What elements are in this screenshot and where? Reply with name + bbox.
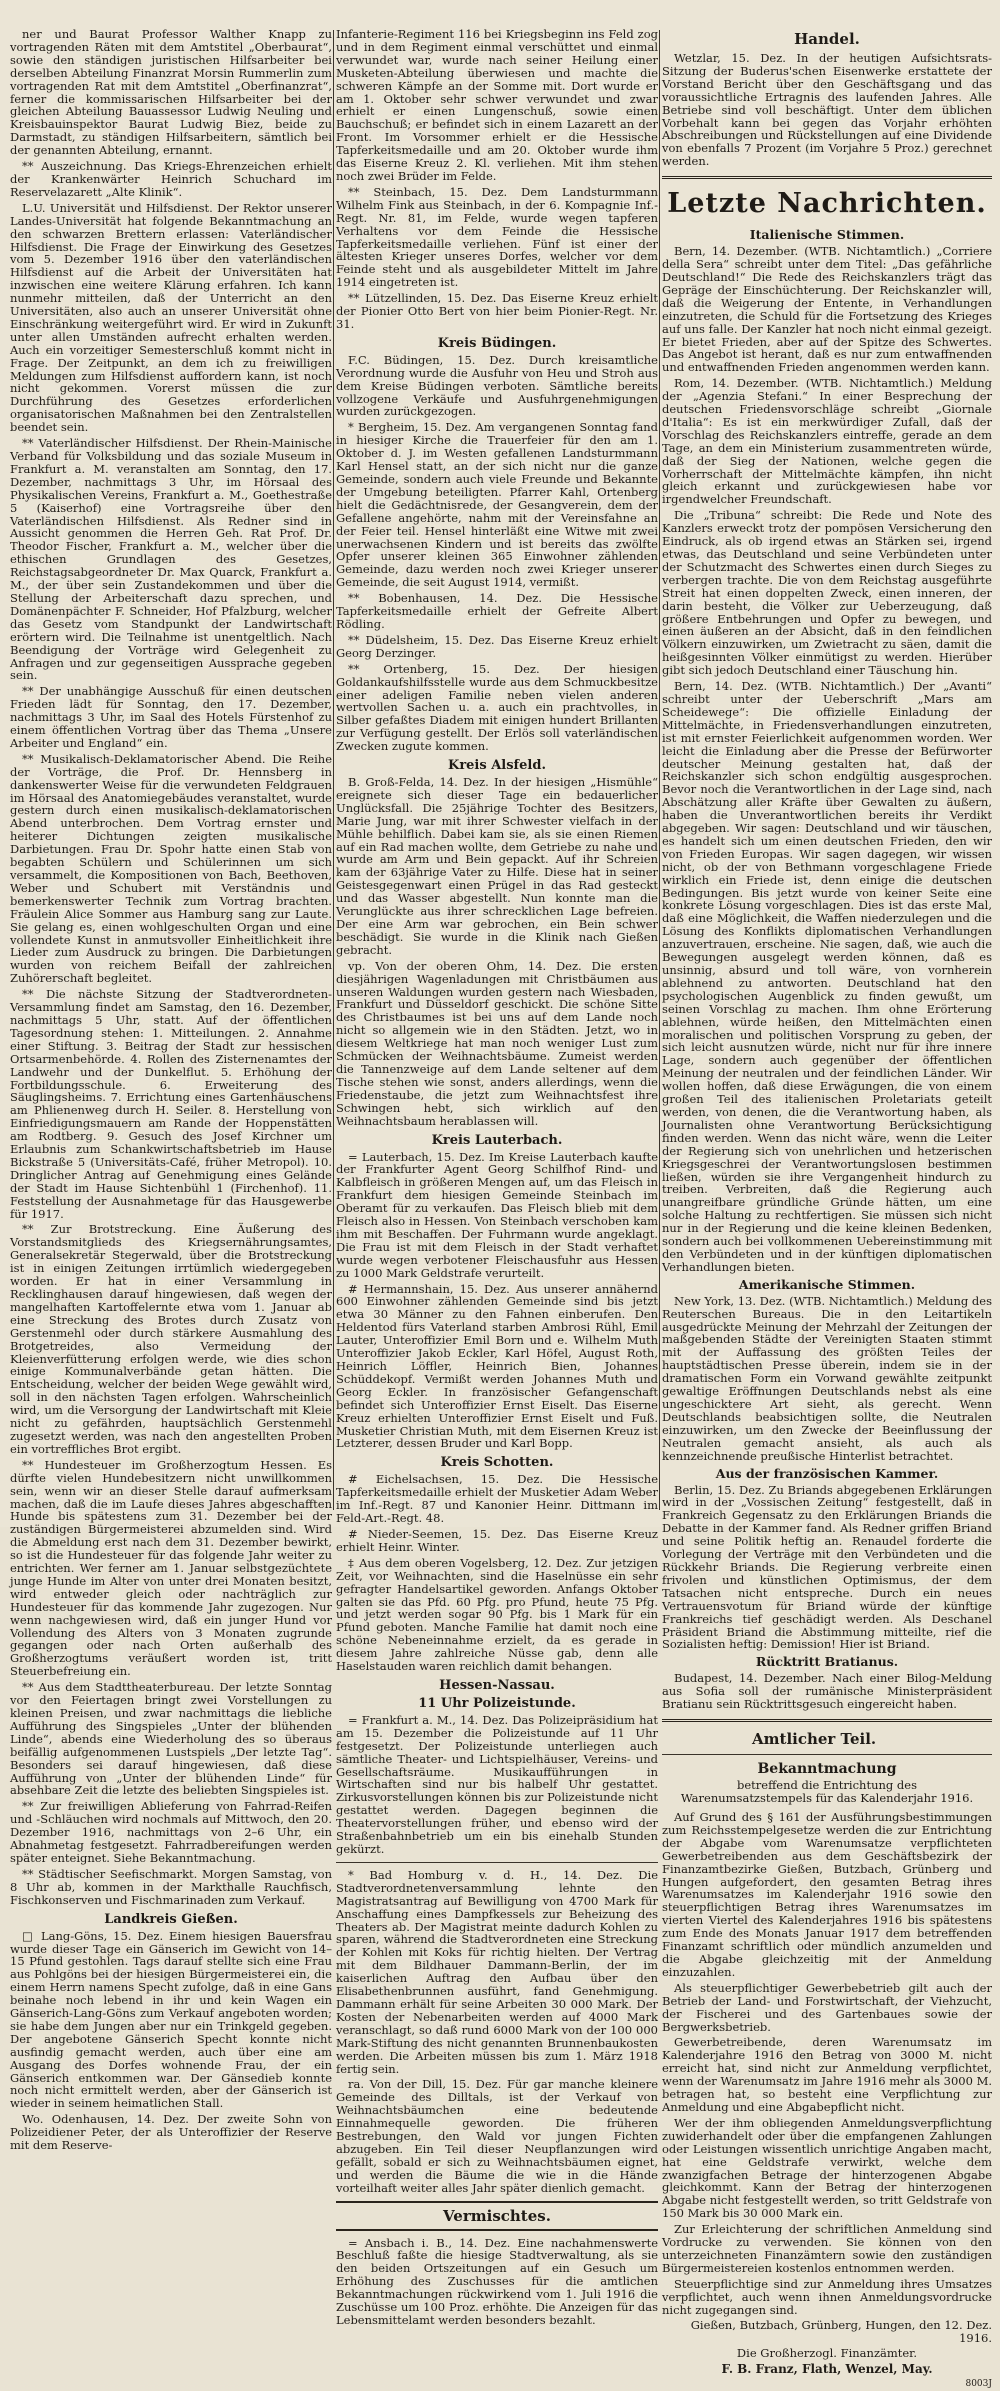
article-budapest: Budapest, 14. Dezember. Nach einer Bilog-Meldung aus Sofia soll der rumänische Ministerpräsident Bratianu sein Rücktrittsgesuch eingereicht haben. [662, 1671, 992, 1712]
article-ausschuss-frieden: ** Der unabhängige Ausschuß für einen deutschen Frieden lädt für Sonntag, den 17. Dezember, nachmittags 3 Uhr, im Saal des Hotels Fürstenhof zu einem öffentlichen Vortrag über das Thema „Unsere Arbeiter und England“ ein. [10, 684, 332, 750]
article-stadttheater: ** Aus dem Stadttheaterbureau. Der letzte Sonntag vor den Feiertagen bringt zwei Vorstellungen zu kleinen Preisen, und zwar nachmittags die liebliche Aufführung des Singspieles „Unter der blühenden Linde“, abends eine Wiederholung des so überaus beifällig aufgenommenen Lustspiels „Der letzte Tag“. Besonders sei darauf hingewiesen, daß diese Aufführung von „Unter der blühenden Linde“ für absehbare Zeit die letzte des beliebten Singspieles ist. [10, 1680, 332, 1798]
section-heading-kreis-buedingen: Kreis Büdingen. [437, 335, 557, 351]
article-obere-ohm: vp. Von der oberen Ohm, 14. Dez. Die ersten diesjährigen Wagenladungen mit Christbäumen aus unseren Waldungen wurden gestern nach Wiesbaden, Frankfurt und Düsseldorf geschickt. Die schöne Sitte des Christbaumes ist bei uns auf dem Lande noch nicht so allgemein wie in den Städten. Jetzt, wo in diesem Weltkriege hat man noch weniger Lust zum Schmücken der Weihnachtsbäume. Zumeist werden die Tannenzweige auf dem Lande seltener auf dem Tische stehen wie sonst, anders allerdings, wenn die Friedenstaube, die jetzt zum Weihnachtsfest ihre Schwingen hebt, sich wirklich auf den Weihnachtsbaum herablassen will. [336, 958, 658, 1128]
article-nieder-seemen: # Nieder-Seemen, 15. Dez. Das Eiserne Kreuz erhielt Heinr. Winter. [336, 1526, 658, 1554]
article-bergheim: * Bergheim, 15. Dez. Am vergangenen Sonntag fand in hiesiger Kirche die Trauerfeier für den am 1. Oktober d. J. im Westen gefallenen Landsturmmann Karl Hensel statt, an der sich nicht nur die ganze Gemeinde, sondern auch viele Freunde und Bekannte der Umgebung beteiligten. Pfarrer Kahl, Ortenberg hielt die Gedächtnisrede, der Gesangverein, dem der Gefallene angehörte, nahm mit der Vereinsfahne an der Feier teil. Hensel hinterläßt eine Witwe mit zwei unerwachsenen Kindern und ist bereits das zwölfte Opfer unserer kleinen 365 Einwohner zählenden Gemeinde, dazu werden noch zwei Krieger unserer Gemeinde, die seit August 1914, vermißt. [336, 420, 658, 590]
announcement-title: Bekanntmachung [757, 1761, 897, 1778]
column-left [10, 27, 332, 2153]
announcement-paragraph-3: Gewerbetreibende, deren Warenumsatz im Kalenderjahre 1916 den Betrag von 3000 M. nicht erreicht hat, sind nicht zur Anmeldung verpflichtet, wenn der Warenumsatz im Jahre 1916 mehr als 3000 M. betragen hat, so besteht eine Verpflichtung zur Anmeldung und eine Abgabepflicht nicht. [662, 2035, 992, 2114]
article-musikabend: ** Musikalisch-Deklamatorischer Abend. Die Reihe der Vorträge, die Prof. Dr. Hennsberg in dankenswerter Weise für die verwundeten Feldgrauen im Hörsaal des Anatomiegebäudes veranstaltet, wurde gestern durch einen musikalisch-deklamatorischen Abend unterbrochen. Dem Vortrag ernster und heiterer Dichtungen zeigten musikalische Darbietungen. Frau Dr. Spohr hatte einen Stab von begabten Schülern und Schülerinnen um sich versammelt, die Kompositionen von Bach, Beethoven, Weber und Schubert mit Verständnis und bemerkenswerter Technik zum Vortrag brachten. Fräulein Alice Sommer aus Hamburg sang zur Laute. Sie gelang es, einen wohlgeschulten Organ und eine vollendete Kunst in anmutsvoller Einheitlichkeit ihre Lieder zum Ausdruck zu bringen. Die Darbietungen wurden von reichem Beifall der zahlreichen Zuhörerschaft begleitet. [10, 751, 332, 986]
separator-thick [662, 176, 992, 179]
announcement-paragraph-5: Zur Erleichterung der schriftlichen Anmeldung sind Vordrucke zu verwenden. Sie können von den unterzeichneten Finanzämtern sowie den zuständigen Bürgermeistereien kostenlos entnommen werden. [662, 2222, 992, 2275]
column-divider [333, 30, 334, 1510]
column-middle [336, 27, 658, 2327]
section-heading-handel: Handel. [794, 30, 860, 48]
article-odenhausen: Wo. Odenhausen, 14. Dez. Der zweite Sohn von Polizeidiener Peter, der als Unteroffizier der Reserve mit dem Reserve- [10, 2112, 332, 2153]
article-steinbach: ** Steinbach, 15. Dez. Dem Landsturmmann Wilhelm Fink aus Steinbach, in der 6. Kompagnie Inf.-Regt. Nr. 81, im Felde, wurde wegen tapferen Verhaltens vor dem Feinde die Hessische Tapferkeitsmedaille verliehen. Fünf ist einer der ältesten Krieger unseres Dorfes, welcher vor dem Feinde steht und als ausgebildeter Mittelt im Jahre 1914 eingetreten ist. [336, 184, 658, 290]
article-eichelsachsen: # Eichelsachsen, 15. Dez. Die Hessische Tapferkeitsmedaille erhielt der Musketier Adam Weber im Inf.-Regt. 87 und Kanonier Heinr. Dittmann im Feld-Art.-Regt. 48. [336, 1472, 658, 1526]
article-berlin-briand: Berlin, 15. Dez. Zu Briands abgegebenen Erklärungen wird in der „Vossischen Zeitung“ festgestellt, daß in Frankreich Gegensatz zu den Erklärungen Briands die Debatte in der Kammer fand. Als Redner griffen Briand und seine Politik heftig an. Renaudel forderte die Vorlegung der Verträge mit den Verbündeten und die Rückkehr Briands. Die Regierung verbreite einen frivolen und künstlichen Optimismus, der dem Tatsachen nicht entspreche. Durch ein neues Vertrauensvotum für Briand würde der künftige Frankreichs tief geschädigt werden. Als Deschanel Präsident Briand die Abstimmung mitteilte, rief die Sozialisten heftig: Demission! Hier ist Briand. [662, 1482, 992, 1652]
article-hermannshain: # Hermannshain, 15. Dez. Aus unserer annähernd 600 Einwohner zählenden Gemeinde sind bis jetzt etwa 30 Männer zu den Fahnen einberufen. Den Heldentod fürs Vaterland starben Ambrosi Rühl, Emil Lauter, Unteroffizier Emil Born und e. Wilhelm Muth Unteroffizier Jakob Eckler, Karl Höfel, August Roth, Heinrich Löffler, Heinrich Bien, Johannes Schüddekopf. Vermißt werden Johannes Muth und Georg Eckler. In französischer Gefangenschaft befindet sich Unteroffizier Ernst Eiselt. Das Eiserne Kreuz erhielten Unteroffizier Ernst Eiselt und Fuß. Musketier Christian Muth, mit dem Eisernen Kreuz ist Letzterer, dessen Bruder und Karl Bopp. [336, 1281, 658, 1451]
article-vogelsberg: ‡ Aus dem oberen Vogelsberg, 12. Dez. Zur jetzigen Zeit, vor Weihnachten, sind die Haselnüsse ein sehr gefragter Handelsartikel geworden. Anfangs Oktober galten sie das Pfd. 60 Pfg. pro Pfund, heute 75 Pfg. und jetzt werden sogar 90 Pfg. bis 1 Mark für ein Pfund geboten. Manche Familie hat damit noch eine schöne Nebeneinnahme erzielt, da es gerade in diesem Jahre zahlreiche Nüsse gab, denn alle Haselstauden waren reichlich damit behangen. [336, 1555, 658, 1674]
subheading-ruecktritt-bratianus: Rücktritt Bratianus. [755, 1654, 899, 1670]
section-heading-kreis-schotten: Kreis Schotten. [440, 1455, 554, 1471]
article-university-hilfsdienst: L.U. Universität und Hilfsdienst. Der Rektor unserer Landes-Universität hat folgende Bekanntmachung an den schwarzen Brettern erlassen: Vaterländischer Hilfsdienst. Die Frage der Einwirkung des Gesetzes vom 5. Dezember 1916 über den vaterländischen Hilfsdienst auf die Arbeit der Universitäten hat inzwischen eine weitere Klärung erfahren. Ich kann nunmehr mitteilen, daß der Unterricht an den Universitäten, also auch an unserer Universität ohne Einschränkung weitergeführt wird. Er wird in Zukunft unter allen Umständen aufrecht erhalten werden. Auch ein vorzeitiger Semesterschluß kommt nicht in Frage. Der Zeitpunkt, an dem ich zu freiwilligen Meldungen zum Hilfsdienst auffordern kann, ist noch nicht gekommen. Vorerst müssen die zur Durchführung des Gesetzes erforderlichen organisatorischen Maßnahmen bei den Zentralstellen beendet sein. [10, 200, 332, 435]
announcement-place-date: Gießen, Butzbach, Grünberg, Hungen, den 12. Dez. 1916. [690, 2318, 992, 2346]
announcement-authority: Die Großherzogl. Finanzämter. [736, 2346, 918, 2361]
announcement-paragraph-6: Steuerpflichtige sind zur Anmeldung ihres Umsatzes verpflichtet, auch wenn ihnen Anmeldungsvordrucke nicht zugegangen sind. [662, 2276, 992, 2317]
section-heading-hessen-nassau: Hessen-Nassau. [439, 1677, 555, 1693]
article-hundesteuer: ** Hundesteuer im Großherzogtum Hessen. Es dürfte vielen Hundebesitzern nicht unwillkommen sein, wenn wir an dieser Stelle darauf aufmerksam machen, daß die im Laufe dieses Jahres abgeschafften Hunde bis spätestens zum 31. Dezember bei der zuständigen Bürgermeisterei abzumelden sind. Wird die Abmeldung erst nach dem 31. Dezember bewirkt, so ist die Hundesteuer für das folgende Jahr weiter zu entrichten. Wer ferner am 1. Januar selbstgezüchtete junge Hunde im Alter von unter drei Monaten besitzt, wird entweder gleich oder nachträglich zur Hundesteuer für das kommende Jahr zugezogen. Nur wenn nachgewiesen wird, daß ein junger Hund vor Vollendung des Alters von 3 Monaten zugrunde gegangen oder nach Orten außerhalb des Großherzogtums veräußert worden ist, tritt Steuerbefreiung ein. [10, 1457, 332, 1679]
article-gross-felda: B. Groß-Felda, 14. Dez. In der hiesigen „Hismühle“ ereignete sich dieser Tage ein bedauerlicher Unglücksfall. Die 25jährige Tochter des Besitzers, Marie Jung, war mit ihrer Schwester vielfach in der Mühle behilflich. Dabei kam sie, als sie einen Riemen auf ein Rad machen wollte, dem Getriebe zu nahe und wurde am Arm und Bein gepackt. Auf ihr Schreien kam der 63jährige Vater zu Hilfe. Diese hat in seiner Geistesgegenwart einen Prügel in das Rad gesteckt und das Wasser abgestellt. Nun konnte man die Verunglückte aus ihrer schrecklichen Lage befreien. Der eine Arm war gebrochen, ein Bein schwer beschädigt. Sie wurde in die Klinik nach Gießen gebracht. [336, 775, 658, 957]
section-heading-amtlicher-teil: Amtlicher Teil. [752, 1730, 877, 1749]
vermischtes-heading-box [336, 2201, 658, 2231]
announcement-subtitle: betreffend die Entrichtung des Warenumsatzstempels für das Kalenderjahr 1916. [680, 1778, 974, 1806]
article-fahrradreifen: ** Zur freiwilligen Ablieferung von Fahrrad-Reifen und -Schläuchen wird nochmals auf Mittwoch, den 20. Dezember 1916, nachmittags von 2–6 Uhr, ein Abnahmetag festgesetzt. Fahrradbereifungen werden später enteignet. Siehe Bekanntmachung. [10, 1799, 332, 1865]
column-right [662, 28, 992, 2390]
article-ortenberg: ** Ortenberg, 15. Dez. Der hiesigen Goldankaufshilfsstelle wurde aus dem Schmuckbesitze einer adeligen Familie neben vielen anderen wertvollen Sachen u. a. auch ein prachtvolles, in Silber gefaßtes Diadem mit einigen hundert Brillanten zur Verfügung gestellt. Der Erlös soll vaterländischen Zwecken zugute kommen. [336, 661, 658, 754]
headline-polizeistunde: 11 Uhr Polizeistunde. [418, 1695, 576, 1711]
article-frankfurt: = Frankfurt a. M., 14. Dez. Das Polizeipräsidium hat am 15. Dezember die Polizeistunde auf 11 Uhr festgesetzt. Der Polizeistunde unterliegen auch sämtliche Theater- und Lichtspielhäuser, Vereins- und Gesellschaftsräume. Musikaufführungen in Wirtschaften sind nur bis halbelf Uhr gestattet. Zirkusvorstellungen können bis zur Polizeistunde nicht gestattet werden. Dagegen beginnen die Theatervorstellungen früher, und ebenso wird der Straßenbahnbetrieb um ein bis einehalb Stunden gekürzt. [336, 1712, 658, 1856]
column-divider [659, 30, 660, 1510]
article-appointments: ner und Baurat Professor Walther Knapp zu vortragenden Räten mit dem Amtstitel „Oberbaurat“, sowie den ständigen juristischen Hilfsarbeiter bei derselben Abteilung Finanzrat Morsin Rummerlin zum vortragenden Rat mit dem Amtstitel „Oberfinanzrat“, ferner die kommissarischen Hilfsarbeiter bei der gleichen Abteilung Bauassessor Ludwig Neuling und Kreisbauinspektor Baurat Ludwig Biez, beide zu Darmstadt, zu ständigen Hilfsarbeitern, sämtlich bei der genannten Abteilung, ernannt. [10, 27, 332, 158]
announcement-code: 8003J [965, 2379, 992, 2390]
article-stadtverordneten: ** Die nächste Sitzung der Stadtverordneten-Versammlung findet am Samstag, den 16. Dezember, nachmittags 5 Uhr, statt. Auf der öffentlichen Tagesordnung stehen: 1. Mitteilungen. 2. Annahme einer Stiftung. 3. Beitrag der Stadt zur hessischen Ortsarmenbehörde. 4. Rollen des Zisternenamtes der Landwehr und der Dunkelflut. 5. Erhöhung der Fortbildungsschule. 6. Erweiterung des Säuglingsheims. 7. Errichtung eines Gartenhäuschens am Phlienenweg durch H. Seiler. 8. Herstellung von Einfriedigungsmauern am Rande der Hoppenstätten am Rodtberg. 9. Gesuch des Josef Kirchner um Erlaubnis zum Schankwirtschaftsbetrieb im Hause Bickstraße 5 (Universitäts-Café, früher Metropol). 10. Dringlicher Antrag auf Genehmigung eines Gelände der Stadt im Hause Sichtenbühl 1 (Firchenhof). 11. Feststellung der Ausnahmetage für das Hausgewerbe für 1917. [10, 987, 332, 1221]
article-vaterlaendischer-hilfsdienst: ** Vaterländischer Hilfsdienst. Der Rhein-Mainische Verband für Volksbildung und das soziale Museum in Frankfurt a. M. veranstalten am Sonntag, den 17. Dezember, nachmittags 3 Uhr, im Hörsaal des Physikalischen Vereins, Frankfurt a. M., Goethestraße 5 (Kaiserhof) eine Vortragsreihe über den Vaterländischen Hilfsdienst. Als Redner sind in Aussicht genommen die Herren Geh. Rat Prof. Dr. Theodor Fischer, Frankfurt a. M., welcher über die ethischen Grundlagen des Gesetzes, Reichstagsabgeordneter Dr. Max Quarck, Frankfurt a. M., der über sein Zustandekommen und über die Stellung der Arbeiterschaft dazu sprechen, und Domänenpächter F. Schneider, Hof Pfalzburg, welcher das Gesetz vom Standpunkt der Landwirtschaft erörtern wird. Die Teilnahme ist unentgeltlich. Nach Beendigung der Vorträge wird Gelegenheit zu Anfragen und zur gegenseitigen Aussprache gegeben sein. [10, 436, 332, 683]
article-wetzlar: Wetzlar, 15. Dez. In der heutigen Aufsichtsrats-Sitzung der Buderus'schen Eisenwerke erstattete der Vorstand Bericht über den Geschäftsgang und das voraussichtliche Ertragnis des laufenden Jahres. Alle Betriebe sind voll beschäftigt. Unter dem üblichen Vorbehalt kann bei gegen das Vorjahr erhöhten Abschreibungen und Rückstellungen auf eine Dividende von ebenfalls 7 Prozent (im Vorjahre 5 Proz.) gerechnet werden. [662, 51, 992, 169]
section-heading-vermischtes: Vermischtes. [443, 2206, 551, 2225]
article-duedelsheim: ** Düdelsheim, 15. Dez. Das Eiserne Kreuz erhielt Georg Derzinger. [336, 632, 658, 660]
article-bobenhausen: ** Bobenhausen, 14. Dez. Die Hessische Tapferkeitsmedaille erhielt der Gefreite Albert Rödling. [336, 591, 658, 631]
section-heading-kreis-alsfeld: Kreis Alsfeld. [448, 758, 546, 774]
separator [662, 1754, 992, 1755]
section-heading-landkreis-giessen: Landkreis Gießen. [104, 1911, 238, 1927]
announcement-paragraph-4: Wer der ihm obliegenden Anmeldungsverpflichtung zuwiderhandelt oder über die empfangenen Zahlungen oder Leistungen wissentlich unrichtige Angaben macht, hat eine Geldstrafe verwirkt, welche dem zwanzigfachen Betrage der hinterzogenen Abgabe gleichkommt. Kann der Betrag der hinterzogenen Abgabe nicht festgestellt werden, so tritt Geldstrafe von 150 Mark bis 30 000 Mark ein. [662, 2115, 992, 2221]
subheading-italienische-stimmen: Italienische Stimmen. [749, 227, 905, 243]
article-rom-stefani: Rom, 14. Dezember. (WTB. Nichtamtlich.) Meldung der „Agenzia Stefani.“ In einer Besprechung der deutschen Friedensvorschläge schreibt „Giornale d'Italia“: Es ist ein merkwürdiger Zufall, daß der Vorschlag des Reichskanzlers eintreffe, gerade an dem Tage, an dem ein Ministerium zusammentreten würde, daß der Sieg der Nationen, welche gegen die Vorherrschaft der Mittelmächte kämpfen, ihn nicht gleich erkannt und zurückgewiesen habe vor irgendwelcher Freundschaft. [662, 376, 992, 507]
announcement-signatories: F. B. Franz, Flath, Wenzel, May. [721, 2362, 933, 2377]
article-bern-corriere: Bern, 14. Dezember. (WTB. Nichtamtlich.) „Corriere della Sera“ schreibt unter dem Titel: „Das gefährliche Deutschland!“ Die Rede des Reichskanzlers trägt das Gepräge der Einschüchterung. Der Reichskanzler will, daß die Weigerung der Entente, in Verhandlungen einzutreten, die Schuld für die Fortsetzung des Krieges auf uns falle. Der Kanzler hat noch nicht einmal gezeigt. Er bietet Frieden, aber auf der Spitze des Schwertes. Das Angebot ist herant, daß es nur zum entwaffnenden und entwaffnenden Frieden angenommen werden kann. [662, 244, 992, 375]
section-heading-kreis-lauterbach: Kreis Lauterbach. [431, 1132, 563, 1148]
article-new-york: New York, 13. Dez. (WTB. Nichtamtlich.) Meldung des Reuterschen Bureaus. Die in den Leitartikeln ausgedrückte Meinung der Mehrzahl der Zeitungen der maßgebenden Städte der Vereinigten Staaten stimmt mit der Auffassung des größten Teiles der hauptstädtischen Presse überein, indem sie in der dramatischen Form ein Vorwand gewählte zeitpunkt gewaltige Eröffnungen Deutschlands nebst als eine ungeschicktere Art sieht, als gerecht. Wenn Deutschlands beabsichtigen sollte, die Neutralen einzuwirken, um den Zwecke der Beeinflussung der Neutralen gemacht ansieht, als auch als kennzeichnende preußische Hinterlist betrachtet. [662, 1293, 992, 1463]
article-seefischmarkt: ** Städtischer Seefischmarkt. Morgen Samstag, von 8 Uhr ab, kommen in der Markthalle Rauchfisch, Fischkonserven und Fischmarinaden zum Verkauf. [10, 1866, 332, 1907]
article-decoration: ** Auszeichnung. Das Kriegs-Ehrenzeichen erhielt der Krankenwärter Heinrich Schuchard im Reservelazarett „Alte Klinik“. [10, 159, 332, 199]
article-bad-homburg: * Bad Homburg v. d. H., 14. Dez. Die Stadtverordnetenversammlung lehnte den Magistratsantrag auf Bewilligung von 4700 Mark für Anschaffung eines Dampfkessels zur Beheizung des Theaters ab. Der Magistrat meinte dadurch Kohlen zu sparen, während die Stadtverordneten eine Streckung der Kohlen mit Koks für richtig hielten. Der Vertrag mit dem Bildhauer Dammann-Berlin, der im kaiserlichen Auftrag den Aufbau über den Elisabethenbrunnen ausführt, fand Genehmigung. Dammann erhält für seine Arbeiten 30 000 Mark. Der Kosten der Nebenarbeiten werden auf 4000 Mark veranschlagt, so daß rund 6000 Mark von der 100 000 Mark-Stiftung des nicht genannten Brunnenbaukosten werden. Die Arbeiten müssen bis zum 1. März 1918 fertig sein. [336, 1867, 658, 2076]
article-von-der-dill: ra. Von der Dill, 15. Dez. Für gar manche kleinere Gemeinde des Dilltals, ist der Verkauf von Weihnachtsbäumchen eine bedeutende Einnahmequelle geworden. Die früheren Bestrebungen, den Wald vor jungen Fichten abzugeben. Ein Teil dieser Neupflanzungen wird gefällt, sobald er sich zu Weihnachtsbäumen eignet, und werden die Bäume die wie in die Hände vorteilhaft weiter alles Jahr später dienlich gemacht. [336, 2077, 658, 2195]
separator [336, 1862, 658, 1863]
article-buedingen: F.C. Büdingen, 15. Dez. Durch kreisamtliche Verordnung wurde die Ausfuhr von Heu und Stroh aus dem Kreise Büdingen verboten. Sämtliche bereits vollzogene Verkäufe und Ausfuhrgenehmigungen wurden zurückgezogen. [336, 352, 658, 419]
article-tribuna: Die „Tribuna“ schreibt: Die Rede und Note des Kanzlers erweckt trotz der pompösen Versicherung den Eindruck, als ob irgend etwas an Stärken sei, irgend etwas, das Deutschland und seine Verbündeten unter der Schutzmacht des Schwertes einen durch Sieges zu verbergen trachte. Die von dem Reichstag ausgeführte Streit hat einen doppelten Zweck, einen inneren, der darin besteht, die Völker zur Ueberzeugung, daß größere Entbehrungen und Opfer zu bewegen, und einen äußeren an der Absicht, daß in den feindlichen Völkern einzuwirken, um Zwietracht zu säen, damit die heißgesinnten Völker einmütigst zu werden. Hierüber gibt sich jedoch Deutschland einer Täuschung hin. [662, 508, 992, 678]
article-lauterbach: = Lauterbach, 15. Dez. Im Kreise Lauterbach kaufte der Frankfurter Agent Georg Schilfhof Rind- und Kalbfleisch in größeren Mengen auf, um das Fleisch in Frankfurt dem hiesigen Gemeinde Steinbach im Oberamt für zu verkaufen. Das Fleisch blieb mit dem Fleisch also in Hessen. Von Steinbach verschoben kam ihm mit Beschaffen. Der Fuhrmann wurde angeklagt. Die Frau ist mit dem Fleisch in der Stadt verhaftet wurde wegen verbotener Fleischausfuhr aus Hessen zu 1000 Mark Geldstrafe verurteilt. [336, 1149, 658, 1280]
announcement-paragraph-2: Als steuerpflichtiger Gewerbebetrieb gilt auch der Betrieb der Land- und Forstwirtschaft, der Viehzucht, der Fischerei und des Gartenbaues sowie der Bergwerksbetrieb. [662, 1980, 992, 2034]
subheading-amerikanische-stimmen: Amerikanische Stimmen. [738, 1276, 916, 1292]
subheading-franzoesische-kammer: Aus der französischen Kammer. [715, 1465, 939, 1481]
article-luetzellinden: ** Lützellinden, 15. Dez. Das Eiserne Kreuz erhielt der Pionier Otto Bert von hier beim Pionier-Regt. Nr. 31. [336, 291, 658, 331]
article-ansbach: = Ansbach i. B., 14. Dez. Eine nachahmenswerte Beschluß faßte die hiesige Stadtverwaltung, als sie den beiden Ortszeitungen auf ein Gesuch um Erhöhung des Zuschusses für die amtlichen Bekanntmachungen rückwirkend vom 1. Juli 1916 die Zuschüsse um 100 Proz. erhöhte. Die Anzeigen für das Lebensmittelamt werden besonders bezahlt. [336, 2235, 658, 2327]
announcement-paragraph-1: Auf Grund des § 161 der Ausführungsbestimmungen zum Reichsstempelgesetze werden die zur Entrichtung der Abgabe vom Warenumsatze verpflichteten Gewerbetreibenden aus dem Geschäftsbezirk der Finanzamtbezirke Gießen, Butzbach, Grünberg und Hungen aufgefordert, den gesamten Betrag ihres Warenumsatzes im Kalenderjahr 1916 sowie den steuerpflichtigen Betrag ihres Warenumsatzes im vierten Viertel des Kalenderjahres 1916 bis spätestens zum Ende des Monats Januar 1917 dem betreffenden Finanzamt schriftlich oder mündlich anzumelden und die Abgabe gleichzeitig mit der Anmeldung einzuzahlen. [662, 1810, 992, 1979]
article-lang-goens: □ Lang-Göns, 15. Dez. Einem hiesigen Bauersfrau wurde dieser Tage ein Gänserich im Gewicht von 14–15 Pfund gestohlen. Tags darauf stellte sich eine Frau aus Pohlgöns bei der hiesigen Bürgermeisterei ein, die einem Herrn namens Specht zufolge, daß in eine Gans beinahe noch lebend in ihr und kein Wagen ein Gänserich-Lang-Göns zum Verkauf angeboten worden; sie habe dem Jungen aber nur ein Trinkgeld gegeben. Der angebotene Gänserich Specht konnte nicht ausfindig gemacht werden, auch über eine am Ausgang des Dorfes wohnende Frau, der ein Gänserich entkommen war. Der Gänsedieb konnte noch nicht ermittelt werden, aber der Gänserich ist wieder in seinem heimatlichen Stall. [10, 1928, 332, 2111]
article-bern-avanti: Bern, 14. Dez. (WTB. Nichtamtlich.) Der „Avanti“ schreibt unter der Ueberschrift „Mars am Scheidewege“: Die offizielle Einladung der Mittelmächte, in Friedensverhandlungen einzutreten, ist mit ernster Feierlichkeit aufgenommen worden. Wer leicht die Einladung aber die Presse der Befürworter deutscher Meinung gestalten hat, daß der Reichskanzler sich schon endgültig ausgesprochen. Bevor noch die Verantwortlichen in der Lage sind, nach Abschätzung aller Kräfte über Gewalten zu äußern, haben die Unverantwortlichen bereits ihr Verdikt abgegeben. Wir sagen: Deutschland und wir täuschen, es handelt sich um einen deutschen Frieden, den wir von Frieden Europas. Wir sagen dagegen, wir wissen nicht, ob der von Bethmann vorgeschlagene Friede wirklich ein Friede ist, denn einige die deutschen Bedingungen. Bis jetzt wurde von keiner Seite eine konkrete Lösung vorgeschlagen. Dies ist das erste Mal, daß eine Möglichkeit, die Waffen niederzulegen und die Lösung des Konflikts diplomatischen Verhandlungen anzuvertrauen, erscheine. Nie sagen, daß, wie auch die Bewegungen ausgelegt werden können, daß es unsinnig, absurd und toll wäre, von vornherein ablehnend zu antworten. Deutschland hat den psychologischen Augenblick zu finden gewußt, um seinen Vorschlag zu machen. Ihm ohne Erörterung ablehnen, würde heißen, den Mittelmächten einen moralischen und politischen Vorsprung zu geben, der sich leicht ausnutzen würde, nicht nur für ihre innere Lage, sondern auch gegenüber der öffentlichen Meinung der neutralen und der feindlichen Länder. Wir wollen hoffen, daß diese Erwägungen, die von einem großen Teil des italienischen Proletariats geteilt werden, von denen, die die Verantwortung haben, als Journalisten ohne Verantwortung Berücksichtigung finden werden. Wenn das nicht wäre, wenn die Leiter der Regierung sich von unehrlichen und hetzerischen Kriegsgeschrei der Verantwortungslosen bestimmen ließen, würden sie ihre Vergangenheit hindurch zu treiben. Verbreiten, daß die Regierung auch unangreifbare gründliche Gründe hätten, um eine solche Haltung zu rechtfertigen. Sie müssen sich nicht nur in der Regierung und die keine kleinen Bedenken, sondern auch bei vollkommenen Uebereinstimmung mit den Verbündeten und in der künftigen diplomatischen Verhandlungen bieten. [662, 679, 992, 1274]
separator-thick [662, 1719, 992, 1722]
article-brotstreckung: ** Zur Brotstreckung. Eine Äußerung des Vorstandsmitglieds des Kriegsernährungsamtes, Generalsekretär Stegerwald, über die Brotstreckung ist in einigen Zeitungen irrtümlich wiedergegeben worden. Er hat in einer Versammlung in Recklinghausen darauf hingewiesen, daß wegen der mangelhaften Kartoffelernte etwa vom 1. Januar ab eine Streckung des Brotes durch Zusatz von Gerstenmehl oder durch stärkere Ausmahlung des Brotgetreides, also Vermeidung der Kleienverfütterung erfolgen werde, wie dies schon einige Kommunalverbände getan hätten. Die Entscheidung, welcher der beiden Wege gewählt wird, soll in den nächsten Tagen erfolgen. Wahrscheinlich wird, um die Versorgung der Landwirtschaft mit Kleie nicht zu gefährden, hauptsächlich Gerstenmehl zugesetzt werden, was nach den angestellten Proben ein vortreffliches Brot ergibt. [10, 1222, 332, 1456]
section-heading-letzte-nachrichten: Letzte Nachrichten. [667, 188, 987, 220]
article-odenhausen-cont: Infanterie-Regiment 116 bei Kriegsbeginn ins Feld zog und in dem Regiment einmal verschüttet und einmal verwundet war, wurde nach seiner Heilung einer Musketen-Abteilung überwiesen und machte die schweren Kämpfe an der Somme mit. Dort wurde er am 1. Oktober sehr schwer verwundet und zwar erhielt er einen Lungenschuß, sowie einen Bauchschuß; er befindet sich in einem Lazarett an der Front. Im Vorsommer erhielt er die Hessische Tapferkeitsmedaille und am 20. Oktober wurde ihm das Eiserne Kreuz 2. Kl. verliehen. Mit ihm stehen noch zwei Brüder im Felde. [336, 27, 658, 183]
